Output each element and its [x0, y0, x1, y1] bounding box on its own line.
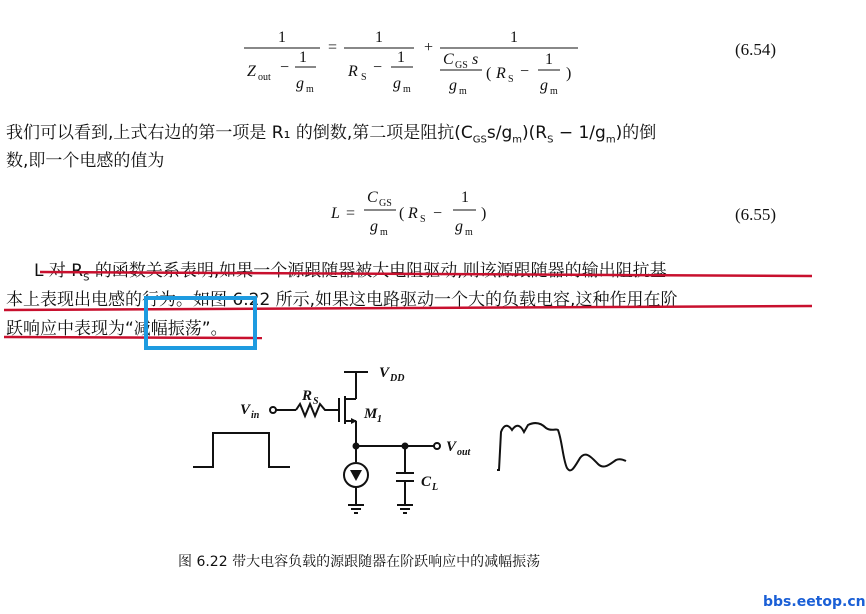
- svg-text:−: −: [373, 59, 383, 76]
- current-source-arrow: [350, 470, 362, 481]
- para2-line2: 本上表现出电感的行为。如图 6.22 所示,如果这电路驱动一个大的负载电容,这种作用在阶: [6, 290, 678, 310]
- svg-text:in: in: [251, 410, 260, 421]
- eq654-t2-s: s: [472, 51, 479, 68]
- svg-text:+: +: [424, 39, 434, 56]
- eq654-t1-den-r-sub: S: [361, 72, 367, 83]
- eq655-frac-den: g: [455, 218, 463, 235]
- eq654-lhs-den-b: 1: [299, 49, 307, 66]
- eq655-den-sub: m: [380, 227, 388, 238]
- eq654-t1-den-b: 1: [397, 49, 405, 66]
- rs-label: R: [302, 388, 313, 404]
- eq655-num-sub: GS: [379, 198, 392, 209]
- svg-text:1: 1: [377, 414, 382, 425]
- eq655-number: (6.55): [735, 205, 777, 224]
- eq654-t2-g2-sub: m: [550, 86, 558, 97]
- svg-text:−: −: [520, 63, 530, 80]
- svg-text:−: −: [280, 59, 290, 76]
- para1-line2: 数,即一个电感的值为: [6, 151, 165, 171]
- eq654-t2-c-sub: GS: [455, 60, 468, 71]
- m1-label: M: [364, 406, 378, 422]
- output-ringing-waveform: [497, 423, 626, 470]
- para1-line1: 我们可以看到,上式右边的第一项是 R₁ 的倒数,第二项是阻抗$(C_{GS}s/g_m)(R_S - 1/g_m)$的倒: [6, 123, 657, 146]
- eq654-t2-r-sub: S: [508, 74, 514, 85]
- svg-text:=: =: [346, 205, 356, 222]
- svg-text:S: S: [313, 396, 319, 407]
- eq655-frac-num: 1: [461, 189, 469, 206]
- svg-text:DD: DD: [390, 373, 405, 384]
- eq654-lhs-den-z: Z: [247, 63, 256, 80]
- eq654-lhs-den-z-sub: out: [258, 72, 271, 83]
- eq654-t1-num: 1: [375, 29, 383, 46]
- eq655-r-sub: S: [420, 214, 426, 225]
- eq654-t2-r: R: [496, 65, 506, 82]
- watermark: bbs.eetop.cn: [763, 594, 866, 610]
- eq655-frac-den-sub: m: [465, 227, 473, 238]
- input-step-waveform: [193, 433, 290, 467]
- eq654-t2-g: g: [449, 77, 457, 94]
- svg-text:−: −: [433, 205, 443, 222]
- figure-caption: 图 6.22 带大电容负载的源跟随器在阶跃响应中的减幅振荡: [178, 554, 541, 570]
- eq655-l: L: [331, 205, 340, 222]
- highlighted-phrase: “减幅振荡”: [125, 319, 211, 339]
- eq655-r: R: [408, 205, 418, 222]
- vdd-label: V: [379, 365, 390, 381]
- eq654-t2-g2: g: [540, 77, 548, 94]
- eq654-lhs-num: 1: [278, 29, 286, 46]
- eq654-t1-den-g-sub: m: [403, 84, 411, 95]
- eq654-t2-one: 1: [545, 51, 553, 68]
- svg-text:(: (: [399, 205, 405, 222]
- vin-terminal: [270, 407, 276, 413]
- svg-text:=: =: [328, 39, 338, 56]
- cl-label: C: [421, 474, 432, 490]
- eq654-t1-den-g: g: [393, 75, 401, 92]
- eq654-t2-c: C: [443, 51, 454, 68]
- eq655-num-c: C: [367, 189, 378, 206]
- eq654-lhs-den-g: g: [296, 75, 304, 92]
- eq654-lhs-den-g-sub: m: [306, 84, 314, 95]
- eq654-number: (6.54): [735, 40, 777, 59]
- svg-text:out: out: [457, 447, 471, 458]
- vin-label: V: [240, 402, 251, 418]
- vout-label: V: [446, 439, 457, 455]
- eq654-t1-den-r: R: [348, 63, 358, 80]
- svg-text:): ): [481, 205, 487, 222]
- svg-text:L: L: [432, 482, 439, 493]
- svg-text:(: (: [486, 65, 492, 82]
- svg-text:): ): [566, 65, 572, 82]
- para2-line1: L 对 $R_S$ 的函数关系表明,如果一个源跟随器被大电阻驱动,则该源跟随器的输出阻抗基: [34, 261, 667, 284]
- para2-line3: 跃响应中表现为“减幅振荡”。: [6, 319, 228, 339]
- vout-terminal: [434, 443, 440, 449]
- eq654-t2-num: 1: [510, 29, 518, 46]
- eq655-den-g: g: [370, 218, 378, 235]
- eq654-t2-g-sub: m: [459, 86, 467, 97]
